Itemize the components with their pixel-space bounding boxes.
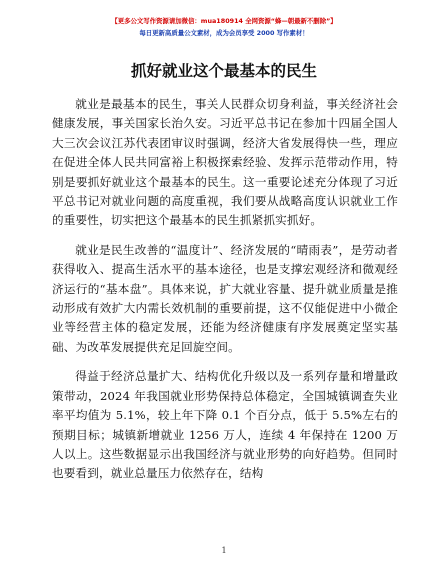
body-paragraph: 就业是民生改善的“温度计”、经济发展的“晴雨表”，是劳动者获得收入、提高生活水平的基本途径，也是支撑宏观经济和微观经济运行的“基本盘”。具体来说，扩大就业容量、提升就业质量是推动形成有效扩大内需长效机制的重要前提，这不仅能促进中小微企业等经营主体的稳定发展，还能为经济健康有序发展奠定坚实基础、为改革发展提供充足回旋空间。 bbox=[52, 242, 398, 354]
body-paragraph: 得益于经济总量扩大、结构优化升级以及一系列存量和增量政策带动，2024 年我国就业形势保持总体稳定，全国城镇调查失业率平均值为 5.1%，较上年下降 0.1 个百分点，低于 5.5%左右的预期目标；城镇新增就业 1256 万人，连续 4 年保持在 1200 万人以上。这些数据显示出我国经济与就业形势的向好趋势。但同时也要看到，就业总量压力依然存在，结构 bbox=[52, 369, 398, 481]
promo-banner-line-2: 每日更新高质量公文素材，成为会员享受 2000 写作素材！ bbox=[139, 29, 309, 37]
promo-banner-line-1: 【更多公文写作资源请加微信：mua180914 全网资源“蜂—朝最新不删除”】 bbox=[111, 17, 337, 25]
document-body bbox=[52, 95, 398, 494]
body-paragraph: 就业是最基本的民生，事关人民群众切身利益，事关经济社会健康发展，事关国家长治久安。习近平总书记在参加十四届全国人大三次会议江苏代表团审议时强调，经济大省发展得快一些，理应在促进全体人民共同富裕上积极探索经验、发挥示范带动作用，特别是要抓好就业这个最基本的民生。这一重要论述充分体现了习近平总书记对就业问题的高度重视，我们要从战略高度认识就业工作的重要性，切实把这个最基本的民生抓紧抓实抓好。 bbox=[52, 97, 398, 228]
page-number: 1 bbox=[221, 546, 227, 555]
document-title: 抓好就业这个最基本的民生 bbox=[130, 62, 317, 80]
